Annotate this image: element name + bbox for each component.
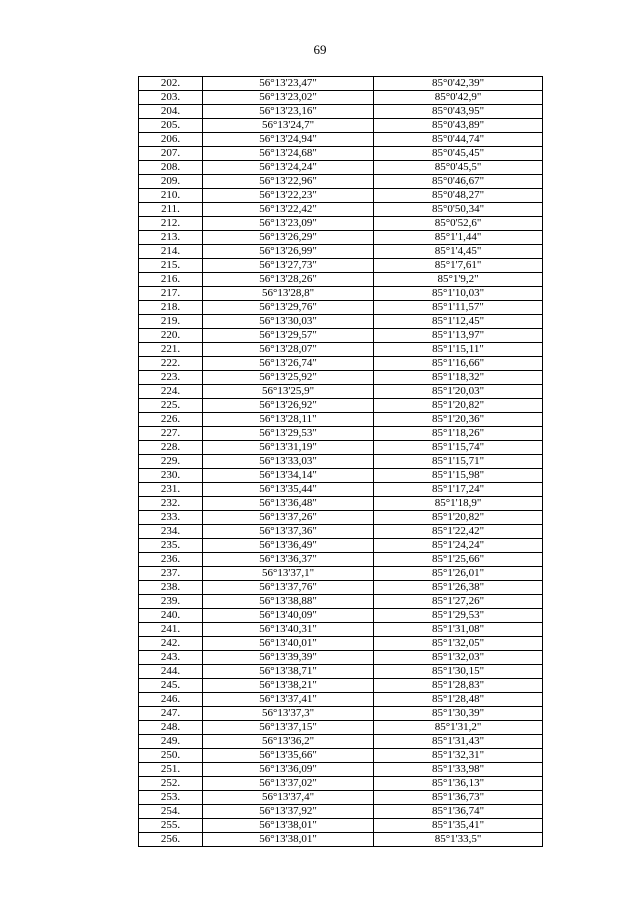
longitude-cell: 85°1'31,2" bbox=[374, 721, 543, 735]
longitude-cell: 85°0'42,9" bbox=[374, 91, 543, 105]
point-number-cell: 237. bbox=[139, 567, 203, 581]
longitude-cell: 85°1'31,08" bbox=[374, 623, 543, 637]
longitude-cell: 85°1'36,74" bbox=[374, 805, 543, 819]
point-number-cell: 256. bbox=[139, 833, 203, 847]
longitude-cell: 85°1'17,24" bbox=[374, 483, 543, 497]
point-number-cell: 236. bbox=[139, 553, 203, 567]
point-number-cell: 217. bbox=[139, 287, 203, 301]
longitude-cell: 85°1'11,57" bbox=[374, 301, 543, 315]
point-number-cell: 242. bbox=[139, 637, 203, 651]
point-number-cell: 247. bbox=[139, 707, 203, 721]
point-number-cell: 243. bbox=[139, 651, 203, 665]
table-row bbox=[139, 595, 543, 609]
point-number-cell: 238. bbox=[139, 581, 203, 595]
longitude-cell: 85°0'48,27" bbox=[374, 189, 543, 203]
latitude-cell: 56°13'26,74" bbox=[203, 357, 374, 371]
point-number-cell: 239. bbox=[139, 595, 203, 609]
table-row bbox=[139, 203, 543, 217]
table-row bbox=[139, 161, 543, 175]
table-row bbox=[139, 329, 543, 343]
longitude-cell: 85°1'18,9" bbox=[374, 497, 543, 511]
point-number-cell: 215. bbox=[139, 259, 203, 273]
latitude-cell: 56°13'38,01" bbox=[203, 833, 374, 847]
point-number-cell: 241. bbox=[139, 623, 203, 637]
table-row bbox=[139, 763, 543, 777]
longitude-cell: 85°1'15,11" bbox=[374, 343, 543, 357]
latitude-cell: 56°13'23,47" bbox=[203, 77, 374, 91]
point-number-cell: 219. bbox=[139, 315, 203, 329]
table-row bbox=[139, 287, 543, 301]
longitude-cell: 85°0'43,95" bbox=[374, 105, 543, 119]
longitude-cell: 85°1'7,61" bbox=[374, 259, 543, 273]
latitude-cell: 56°13'36,49" bbox=[203, 539, 374, 553]
point-number-cell: 234. bbox=[139, 525, 203, 539]
longitude-cell: 85°1'31,43" bbox=[374, 735, 543, 749]
table-row bbox=[139, 679, 543, 693]
longitude-cell: 85°1'30,39" bbox=[374, 707, 543, 721]
point-number-cell: 208. bbox=[139, 161, 203, 175]
longitude-cell: 85°1'16,66" bbox=[374, 357, 543, 371]
latitude-cell: 56°13'38,88" bbox=[203, 595, 374, 609]
longitude-cell: 85°1'26,38" bbox=[374, 581, 543, 595]
longitude-cell: 85°1'15,74" bbox=[374, 441, 543, 455]
point-number-cell: 227. bbox=[139, 427, 203, 441]
latitude-cell: 56°13'37,02" bbox=[203, 777, 374, 791]
latitude-cell: 56°13'26,92" bbox=[203, 399, 374, 413]
latitude-cell: 56°13'24,94" bbox=[203, 133, 374, 147]
point-number-cell: 210. bbox=[139, 189, 203, 203]
longitude-cell: 85°0'50,34" bbox=[374, 203, 543, 217]
latitude-cell: 56°13'36,48" bbox=[203, 497, 374, 511]
table-row bbox=[139, 441, 543, 455]
table-row bbox=[139, 749, 543, 763]
longitude-cell: 85°1'30,15" bbox=[374, 665, 543, 679]
table-row bbox=[139, 721, 543, 735]
longitude-cell: 85°0'46,67" bbox=[374, 175, 543, 189]
latitude-cell: 56°13'40,31" bbox=[203, 623, 374, 637]
point-number-cell: 254. bbox=[139, 805, 203, 819]
longitude-cell: 85°1'29,53" bbox=[374, 609, 543, 623]
table-row bbox=[139, 301, 543, 315]
longitude-cell: 85°1'9,2" bbox=[374, 273, 543, 287]
point-number-cell: 255. bbox=[139, 819, 203, 833]
coordinates-table-body bbox=[139, 77, 543, 847]
point-number-cell: 207. bbox=[139, 147, 203, 161]
latitude-cell: 56°13'37,1" bbox=[203, 567, 374, 581]
point-number-cell: 251. bbox=[139, 763, 203, 777]
point-number-cell: 221. bbox=[139, 343, 203, 357]
table-row bbox=[139, 399, 543, 413]
table-row bbox=[139, 567, 543, 581]
latitude-cell: 56°13'31,19" bbox=[203, 441, 374, 455]
point-number-cell: 213. bbox=[139, 231, 203, 245]
point-number-cell: 235. bbox=[139, 539, 203, 553]
longitude-cell: 85°1'28,48" bbox=[374, 693, 543, 707]
point-number-cell: 253. bbox=[139, 791, 203, 805]
longitude-cell: 85°1'15,98" bbox=[374, 469, 543, 483]
table-row bbox=[139, 651, 543, 665]
latitude-cell: 56°13'37,92" bbox=[203, 805, 374, 819]
latitude-cell: 56°13'38,21" bbox=[203, 679, 374, 693]
latitude-cell: 56°13'22,23" bbox=[203, 189, 374, 203]
point-number-cell: 202. bbox=[139, 77, 203, 91]
table-row bbox=[139, 245, 543, 259]
table-row bbox=[139, 609, 543, 623]
latitude-cell: 56°13'26,99" bbox=[203, 245, 374, 259]
table-row bbox=[139, 385, 543, 399]
table-row bbox=[139, 91, 543, 105]
longitude-cell: 85°1'33,98" bbox=[374, 763, 543, 777]
table-row bbox=[139, 497, 543, 511]
longitude-cell: 85°0'52,6" bbox=[374, 217, 543, 231]
table-row bbox=[139, 273, 543, 287]
latitude-cell: 56°13'37,26" bbox=[203, 511, 374, 525]
point-number-cell: 206. bbox=[139, 133, 203, 147]
latitude-cell: 56°13'37,76" bbox=[203, 581, 374, 595]
table-row bbox=[139, 133, 543, 147]
point-number-cell: 240. bbox=[139, 609, 203, 623]
latitude-cell: 56°13'26,29" bbox=[203, 231, 374, 245]
longitude-cell: 85°1'20,03" bbox=[374, 385, 543, 399]
latitude-cell: 56°13'36,37" bbox=[203, 553, 374, 567]
table-row bbox=[139, 805, 543, 819]
point-number-cell: 248. bbox=[139, 721, 203, 735]
table-row bbox=[139, 791, 543, 805]
longitude-cell: 85°1'10,03" bbox=[374, 287, 543, 301]
latitude-cell: 56°13'38,01" bbox=[203, 819, 374, 833]
latitude-cell: 56°13'40,01" bbox=[203, 637, 374, 651]
latitude-cell: 56°13'37,4" bbox=[203, 791, 374, 805]
table-row bbox=[139, 469, 543, 483]
latitude-cell: 56°13'38,71" bbox=[203, 665, 374, 679]
point-number-cell: 223. bbox=[139, 371, 203, 385]
longitude-cell: 85°1'26,01" bbox=[374, 567, 543, 581]
table-row bbox=[139, 455, 543, 469]
latitude-cell: 56°13'36,2" bbox=[203, 735, 374, 749]
longitude-cell: 85°1'13,97" bbox=[374, 329, 543, 343]
latitude-cell: 56°13'35,66" bbox=[203, 749, 374, 763]
point-number-cell: 250. bbox=[139, 749, 203, 763]
table-row bbox=[139, 553, 543, 567]
latitude-cell: 56°13'37,41" bbox=[203, 693, 374, 707]
latitude-cell: 56°13'36,09" bbox=[203, 763, 374, 777]
table-row bbox=[139, 777, 543, 791]
longitude-cell: 85°1'18,32" bbox=[374, 371, 543, 385]
point-number-cell: 209. bbox=[139, 175, 203, 189]
latitude-cell: 56°13'24,68" bbox=[203, 147, 374, 161]
point-number-cell: 229. bbox=[139, 455, 203, 469]
latitude-cell: 56°13'34,14" bbox=[203, 469, 374, 483]
point-number-cell: 231. bbox=[139, 483, 203, 497]
longitude-cell: 85°1'28,83" bbox=[374, 679, 543, 693]
latitude-cell: 56°13'28,8" bbox=[203, 287, 374, 301]
table-row bbox=[139, 315, 543, 329]
table-row bbox=[139, 511, 543, 525]
longitude-cell: 85°1'27,26" bbox=[374, 595, 543, 609]
latitude-cell: 56°13'40,09" bbox=[203, 609, 374, 623]
table-row bbox=[139, 371, 543, 385]
point-number-cell: 226. bbox=[139, 413, 203, 427]
latitude-cell: 56°13'28,26" bbox=[203, 273, 374, 287]
longitude-cell: 85°0'44,74" bbox=[374, 133, 543, 147]
longitude-cell: 85°1'32,05" bbox=[374, 637, 543, 651]
point-number-cell: 233. bbox=[139, 511, 203, 525]
table-row bbox=[139, 483, 543, 497]
longitude-cell: 85°1'32,31" bbox=[374, 749, 543, 763]
table-row bbox=[139, 217, 543, 231]
table-row bbox=[139, 427, 543, 441]
longitude-cell: 85°1'25,66" bbox=[374, 553, 543, 567]
point-number-cell: 216. bbox=[139, 273, 203, 287]
point-number-cell: 205. bbox=[139, 119, 203, 133]
latitude-cell: 56°13'33,03" bbox=[203, 455, 374, 469]
latitude-cell: 56°13'29,53" bbox=[203, 427, 374, 441]
latitude-cell: 56°13'39,39" bbox=[203, 651, 374, 665]
table-row bbox=[139, 413, 543, 427]
latitude-cell: 56°13'23,09" bbox=[203, 217, 374, 231]
point-number-cell: 222. bbox=[139, 357, 203, 371]
table-row bbox=[139, 175, 543, 189]
table-row bbox=[139, 525, 543, 539]
latitude-cell: 56°13'27,73" bbox=[203, 259, 374, 273]
point-number-cell: 245. bbox=[139, 679, 203, 693]
longitude-cell: 85°0'45,45" bbox=[374, 147, 543, 161]
longitude-cell: 85°1'33,5" bbox=[374, 833, 543, 847]
point-number-cell: 224. bbox=[139, 385, 203, 399]
table-row bbox=[139, 623, 543, 637]
point-number-cell: 211. bbox=[139, 203, 203, 217]
longitude-cell: 85°1'20,36" bbox=[374, 413, 543, 427]
longitude-cell: 85°1'36,13" bbox=[374, 777, 543, 791]
latitude-cell: 56°13'22,42" bbox=[203, 203, 374, 217]
table-row bbox=[139, 665, 543, 679]
longitude-cell: 85°1'18,26" bbox=[374, 427, 543, 441]
longitude-cell: 85°1'32,03" bbox=[374, 651, 543, 665]
table-row bbox=[139, 147, 543, 161]
latitude-cell: 56°13'29,76" bbox=[203, 301, 374, 315]
latitude-cell: 56°13'23,16" bbox=[203, 105, 374, 119]
longitude-cell: 85°1'36,73" bbox=[374, 791, 543, 805]
longitude-cell: 85°1'20,82" bbox=[374, 399, 543, 413]
latitude-cell: 56°13'29,57" bbox=[203, 329, 374, 343]
latitude-cell: 56°13'25,92" bbox=[203, 371, 374, 385]
point-number-cell: 252. bbox=[139, 777, 203, 791]
point-number-cell: 220. bbox=[139, 329, 203, 343]
page-number: 69 bbox=[313, 42, 327, 57]
table-row bbox=[139, 539, 543, 553]
table-row bbox=[139, 693, 543, 707]
point-number-cell: 203. bbox=[139, 91, 203, 105]
point-number-cell: 228. bbox=[139, 441, 203, 455]
longitude-cell: 85°1'15,71" bbox=[374, 455, 543, 469]
point-number-cell: 249. bbox=[139, 735, 203, 749]
longitude-cell: 85°0'45,5" bbox=[374, 161, 543, 175]
longitude-cell: 85°1'4,45" bbox=[374, 245, 543, 259]
point-number-cell: 218. bbox=[139, 301, 203, 315]
table-row bbox=[139, 259, 543, 273]
table-row bbox=[139, 637, 543, 651]
longitude-cell: 85°1'20,82" bbox=[374, 511, 543, 525]
latitude-cell: 56°13'35,44" bbox=[203, 483, 374, 497]
point-number-cell: 212. bbox=[139, 217, 203, 231]
table-row bbox=[139, 357, 543, 371]
table-row bbox=[139, 833, 543, 847]
latitude-cell: 56°13'24,7" bbox=[203, 119, 374, 133]
table-row bbox=[139, 119, 543, 133]
point-number-cell: 204. bbox=[139, 105, 203, 119]
longitude-cell: 85°0'42,39" bbox=[374, 77, 543, 91]
point-number-cell: 230. bbox=[139, 469, 203, 483]
latitude-cell: 56°13'30,03" bbox=[203, 315, 374, 329]
table-row bbox=[139, 707, 543, 721]
latitude-cell: 56°13'37,15" bbox=[203, 721, 374, 735]
longitude-cell: 85°1'22,42" bbox=[374, 525, 543, 539]
latitude-cell: 56°13'22,96" bbox=[203, 175, 374, 189]
table-row bbox=[139, 819, 543, 833]
latitude-cell: 56°13'25,9" bbox=[203, 385, 374, 399]
longitude-cell: 85°1'12,45" bbox=[374, 315, 543, 329]
table-row bbox=[139, 231, 543, 245]
point-number-cell: 225. bbox=[139, 399, 203, 413]
point-number-cell: 244. bbox=[139, 665, 203, 679]
latitude-cell: 56°13'37,3" bbox=[203, 707, 374, 721]
coordinates-table bbox=[138, 76, 543, 847]
table-row bbox=[139, 581, 543, 595]
table-row bbox=[139, 343, 543, 357]
table-row bbox=[139, 105, 543, 119]
latitude-cell: 56°13'28,11" bbox=[203, 413, 374, 427]
point-number-cell: 214. bbox=[139, 245, 203, 259]
latitude-cell: 56°13'24,24" bbox=[203, 161, 374, 175]
latitude-cell: 56°13'37,36" bbox=[203, 525, 374, 539]
table-row bbox=[139, 189, 543, 203]
longitude-cell: 85°1'24,24" bbox=[374, 539, 543, 553]
latitude-cell: 56°13'28,07" bbox=[203, 343, 374, 357]
longitude-cell: 85°1'35,41" bbox=[374, 819, 543, 833]
latitude-cell: 56°13'23,02" bbox=[203, 91, 374, 105]
point-number-cell: 246. bbox=[139, 693, 203, 707]
table-row bbox=[139, 77, 543, 91]
point-number-cell: 232. bbox=[139, 497, 203, 511]
longitude-cell: 85°1'1,44" bbox=[374, 231, 543, 245]
table-row bbox=[139, 735, 543, 749]
longitude-cell: 85°0'43,89" bbox=[374, 119, 543, 133]
